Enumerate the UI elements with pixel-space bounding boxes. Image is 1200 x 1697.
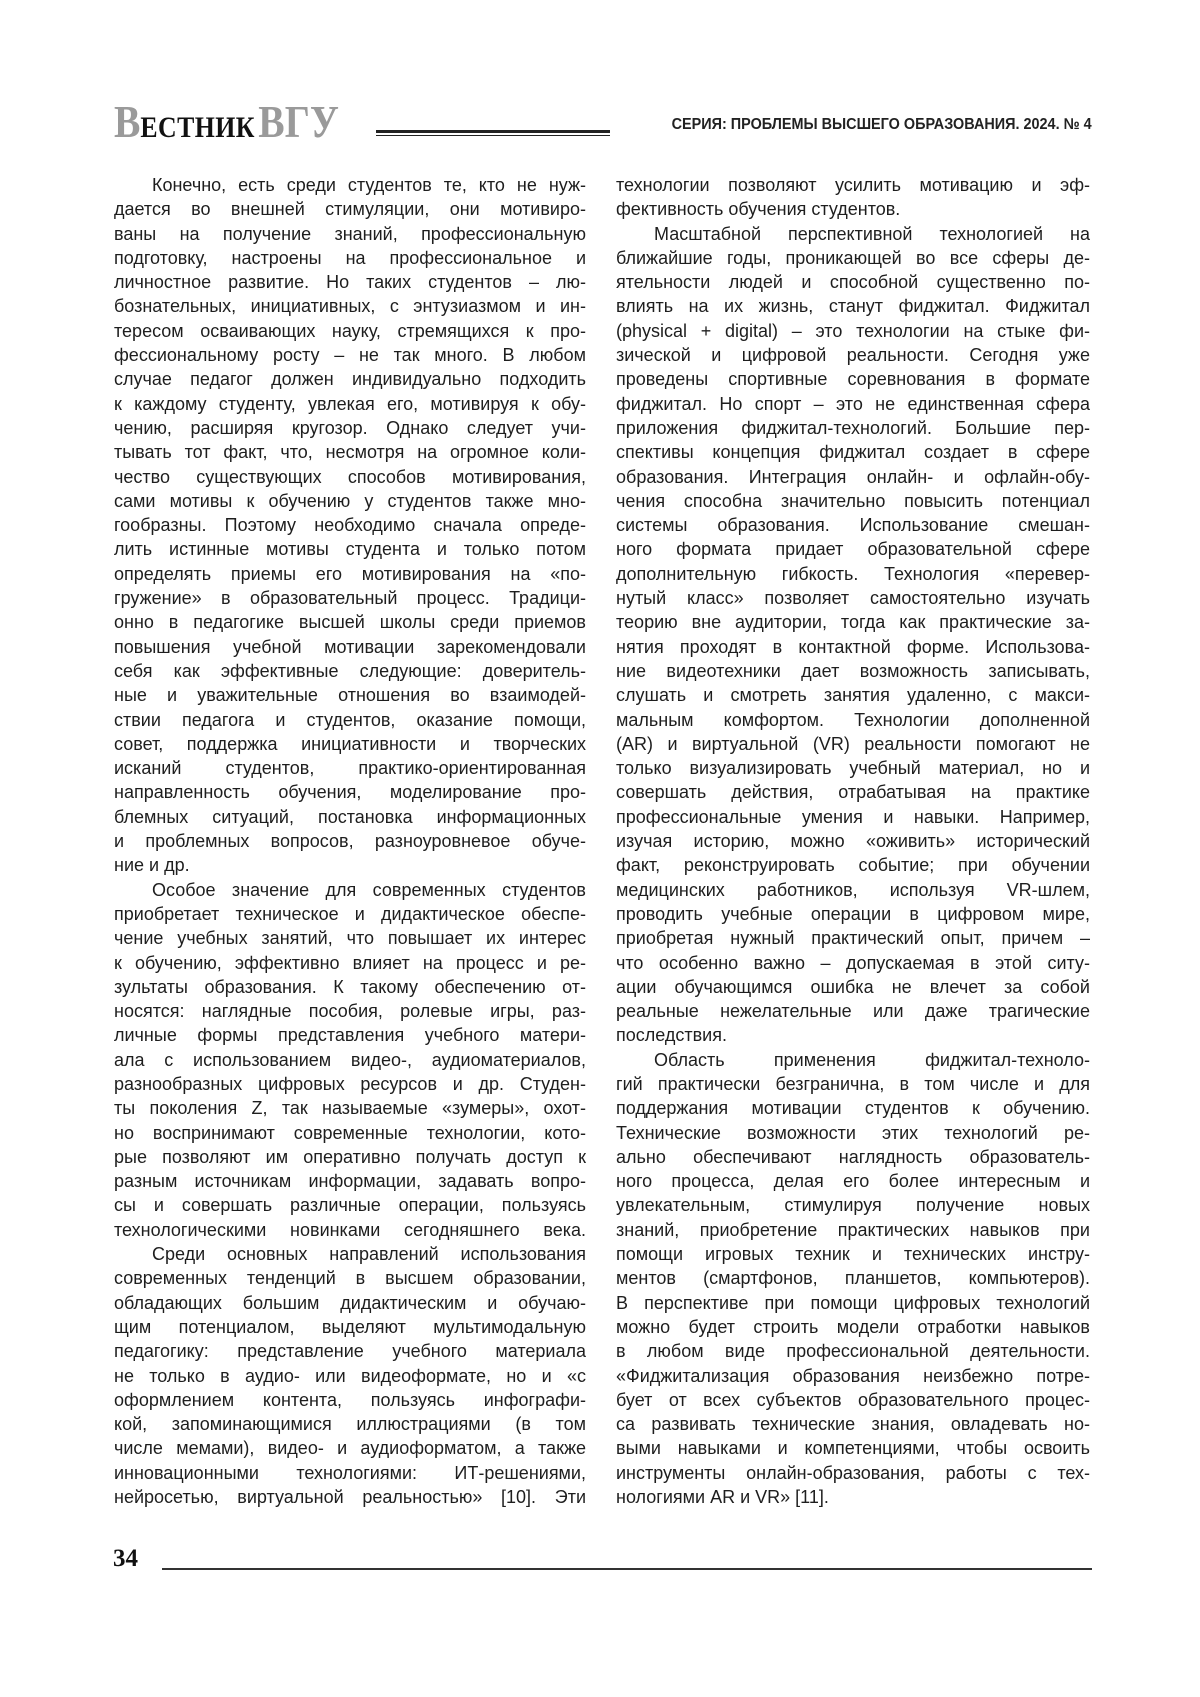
text-line: в любом виде профессиональной деятельности. <box>616 1339 1090 1363</box>
text-line: проводить учебные операции в цифровом мире, <box>616 902 1090 926</box>
text-line: чения способна значительно повысить потенциал <box>616 489 1090 513</box>
text-line: направленность обучения, моделирование про- <box>114 780 586 804</box>
text-line: ятельности людей и способной существенно по- <box>616 270 1090 294</box>
text-line: сы и совершать различные операции, пользуясь <box>114 1193 586 1217</box>
logo-rest: ЕСТНИК <box>140 111 254 144</box>
text-line: случае педагог должен индивидуально подходить <box>114 367 586 391</box>
text-line: увлекательным, стимулируя получение новых <box>616 1193 1090 1217</box>
text-line: Конечно, есть среди студентов те, кто не нуж- <box>114 173 586 197</box>
text-line: дается во внешней стимуляции, они мотивиро- <box>114 197 586 221</box>
text-line: (physical + digital) – это технологии на стыке фи- <box>616 319 1090 343</box>
text-line: обладающих большим дидактическим и обучаю- <box>114 1291 586 1315</box>
text-line: нятия проходят в контактной форме. Использова- <box>616 635 1090 659</box>
text-line: гообразны. Поэтому необходимо сначала опреде- <box>114 513 586 537</box>
text-line: мальным комфортом. Технологии дополненной <box>616 708 1090 732</box>
text-line: Особое значение для современных студентов <box>114 878 586 902</box>
text-line: бует от всех субъектов образовательного процес- <box>616 1388 1090 1412</box>
text-line: разнообразных цифровых ресурсов и др. Студен- <box>114 1072 586 1096</box>
text-line: В перспективе при помощи цифровых технологий <box>616 1291 1090 1315</box>
text-line: тывать тот факт, что, несмотря на огромное коли- <box>114 440 586 464</box>
text-line: что особенно важно – допускаемая в этой ситу- <box>616 951 1090 975</box>
text-line: рые позволяют им оперативно получать доступ к <box>114 1145 586 1169</box>
text-line: знаний, приобретение практических навыков при <box>616 1218 1090 1242</box>
text-line: но воспринимают современные технологии, кото- <box>114 1121 586 1145</box>
text-line: «Фиджитализация образования неизбежно потре- <box>616 1364 1090 1388</box>
text-line: ваны на получение знаний, профессиональную <box>114 222 586 246</box>
text-line: себя как эффективные следующие: доверитель- <box>114 659 586 683</box>
text-column-left <box>114 173 586 1509</box>
text-line: Среди основных направлений использования <box>114 1242 586 1266</box>
text-line: ствии педагога и студентов, оказание помощи, <box>114 708 586 732</box>
text-line: чение учебных занятий, что повышает их интерес <box>114 926 586 950</box>
text-line: чению, расширяя кругозор. Однако следует учи- <box>114 416 586 440</box>
text-line: педагогику: представление учебного материала <box>114 1339 586 1363</box>
text-line: инновационными технологиями: ИТ-решениями, <box>114 1461 586 1485</box>
paragraph <box>114 878 586 1242</box>
text-line: личные формы представления учебного матери- <box>114 1023 586 1047</box>
text-line: технологии позволяют усилить мотивацию и эф- <box>616 173 1090 197</box>
text-line: помощи игровых техник и технических инстру- <box>616 1242 1090 1266</box>
text-line: реальные нежелательные или даже трагические <box>616 999 1090 1023</box>
text-line: современных тенденций в высшем образовании, <box>114 1266 586 1290</box>
text-line: Масштабной перспективной технологией на <box>616 222 1090 246</box>
text-line: приобретает техническое и дидактическое обеспе- <box>114 902 586 926</box>
logo-first-letter: В <box>114 96 140 147</box>
text-line: последствия. <box>616 1023 1090 1047</box>
header-rule <box>376 130 610 136</box>
text-line: ного формата придает образовательной сфере <box>616 537 1090 561</box>
paragraph <box>616 1048 1090 1510</box>
text-line: ты поколения Z, так называемые «зумеры», охот- <box>114 1096 586 1120</box>
text-line: дополнительную гибкость. Технология «перевер- <box>616 562 1090 586</box>
text-line: чество существующих способов мотивирования, <box>114 465 586 489</box>
text-line: сами мотивы к обучению у студентов также мно- <box>114 489 586 513</box>
text-line: Область применения фиджитал-техноло- <box>616 1048 1090 1072</box>
text-line: совет, поддержка инициативности и творческих <box>114 732 586 756</box>
text-line: системы образования. Использование смешан- <box>616 513 1090 537</box>
text-line: совершать действия, отрабатывая на практике <box>616 780 1090 804</box>
text-line: факт, реконструировать событие; при обучении <box>616 853 1090 877</box>
text-line: инструменты онлайн-образования, работы с тех- <box>616 1461 1090 1485</box>
text-line: нологиями AR и VR» [11]. <box>616 1485 1090 1509</box>
text-line: образования. Интеграция онлайн- и офлайн-обу- <box>616 465 1090 489</box>
paragraph <box>114 1242 586 1509</box>
text-column-right <box>616 173 1090 1509</box>
text-line: приобретая нужный практический опыт, причем – <box>616 926 1090 950</box>
text-line: и проблемных вопросов, разноуровневое обуче- <box>114 829 586 853</box>
text-line: ного процесса, делая его более интересным и <box>616 1169 1090 1193</box>
text-line: подготовку, настроены на профессиональное и <box>114 246 586 270</box>
text-line: носятся: наглядные пособия, ролевые игры, раз- <box>114 999 586 1023</box>
text-line: кой, запоминающимися иллюстрациями (в том <box>114 1412 586 1436</box>
text-line: фессиональному росту – не так много. В любом <box>114 343 586 367</box>
text-line: фиджитал. Но спорт – это не единственная сфера <box>616 392 1090 416</box>
text-line: профессиональные умения и навыки. Например, <box>616 805 1090 829</box>
text-line: лить истинные мотивы студента и только потом <box>114 537 586 561</box>
text-line: можно будет строить модели отработки навыков <box>616 1315 1090 1339</box>
text-line: блемных ситуаций, постановка информационных <box>114 805 586 829</box>
text-line: спективы концепция фиджитал создает в сфере <box>616 440 1090 464</box>
text-line: гружение» в образовательный процесс. Традици- <box>114 586 586 610</box>
text-line: ближайшие годы, проникающей во все сферы де- <box>616 246 1090 270</box>
text-line: приложения фиджитал-технологий. Большие пер- <box>616 416 1090 440</box>
text-line: зультаты образования. К такому обеспечению от- <box>114 975 586 999</box>
text-line: са развивать технические знания, овладевать но- <box>616 1412 1090 1436</box>
text-line: к обучению, эффективно влияет на процесс и ре- <box>114 951 586 975</box>
text-line: гий практически безгранична, в том числе и для <box>616 1072 1090 1096</box>
text-line: (AR) и виртуальной (VR) реальности помогают не <box>616 732 1090 756</box>
text-line: разным источникам информации, задавать вопро- <box>114 1169 586 1193</box>
text-line: числе мемами), видео- и аудиоформатом, а также <box>114 1436 586 1460</box>
text-line: нутый класс» позволяет самостоятельно изучать <box>616 586 1090 610</box>
text-line: проведены спортивные соревнования в формате <box>616 367 1090 391</box>
text-line: зической и цифровой реальности. Сегодня уже <box>616 343 1090 367</box>
text-line: технологическими новинками сегодняшнего века. <box>114 1218 586 1242</box>
footer-rule <box>162 1568 1092 1570</box>
series-title: СЕРИЯ: ПРОБЛЕМЫ ВЫСШЕГО ОБРАЗОВАНИЯ. 2024. № 4 <box>672 116 1092 134</box>
text-line: к каждому студенту, увлекая его, мотивируя к обу- <box>114 392 586 416</box>
text-line: определять приемы его мотивирования на «по- <box>114 562 586 586</box>
running-header <box>114 100 1092 144</box>
text-line: ние и др. <box>114 853 586 877</box>
text-line: оформлением контента, пользуясь инфографи- <box>114 1388 586 1412</box>
page-number: 34 <box>113 1545 138 1573</box>
text-line: медицинских работников, используя VR-шлем, <box>616 878 1090 902</box>
text-line: ние видеотехники дает возможность записывать, <box>616 659 1090 683</box>
paragraph <box>616 222 1090 1048</box>
text-line: не только в аудио- или видеоформате, но и «с <box>114 1364 586 1388</box>
text-line: влиять на их жизнь, станут фиджитал. Фиджитал <box>616 294 1090 318</box>
text-line: нейросетью, виртуальной реальностью» [10]. Эти <box>114 1485 586 1509</box>
text-line: щим потенциалом, выделяют мультимодальную <box>114 1315 586 1339</box>
text-line: личностное развитие. Но таких студентов – лю- <box>114 270 586 294</box>
text-line: тересом осваивающих науку, стремящихся к про- <box>114 319 586 343</box>
text-line: ментов (смартфонов, планшетов, компьютеров). <box>616 1266 1090 1290</box>
text-line: ные и уважительные отношения во взаимодей- <box>114 683 586 707</box>
text-line: ала с использованием видео-, аудиоматериалов, <box>114 1048 586 1072</box>
text-line: повышения учебной мотивации зарекомендовали <box>114 635 586 659</box>
text-line: изучая историю, можно «оживить» исторический <box>616 829 1090 853</box>
text-line: поддержания мотивации студентов к обучению. <box>616 1096 1090 1120</box>
text-line: теорию вне аудитории, тогда как практические за- <box>616 610 1090 634</box>
text-line: бознательных, инициативных, с энтузиазмом и ин- <box>114 294 586 318</box>
text-line: ации обучающимся ошибка не влечет за собой <box>616 975 1090 999</box>
text-line: ально обеспечивают наглядность образователь- <box>616 1145 1090 1169</box>
text-line: только визуализировать учебный материал, но и <box>616 756 1090 780</box>
text-line: онно в педагогике высшей школы среди приемов <box>114 610 586 634</box>
text-line: фективность обучения студентов. <box>616 197 1090 221</box>
text-line: исканий студентов, практико-ориентированная <box>114 756 586 780</box>
journal-logo <box>114 100 339 144</box>
paragraph <box>114 173 586 878</box>
logo-second-word: ВГУ <box>258 96 339 147</box>
text-line: слушать и смотреть занятия удаленно, с макси- <box>616 683 1090 707</box>
paragraph <box>616 173 1090 222</box>
text-line: Технические возможности этих технологий ре- <box>616 1121 1090 1145</box>
text-line: выми навыками и компетенциями, чтобы освоить <box>616 1436 1090 1460</box>
